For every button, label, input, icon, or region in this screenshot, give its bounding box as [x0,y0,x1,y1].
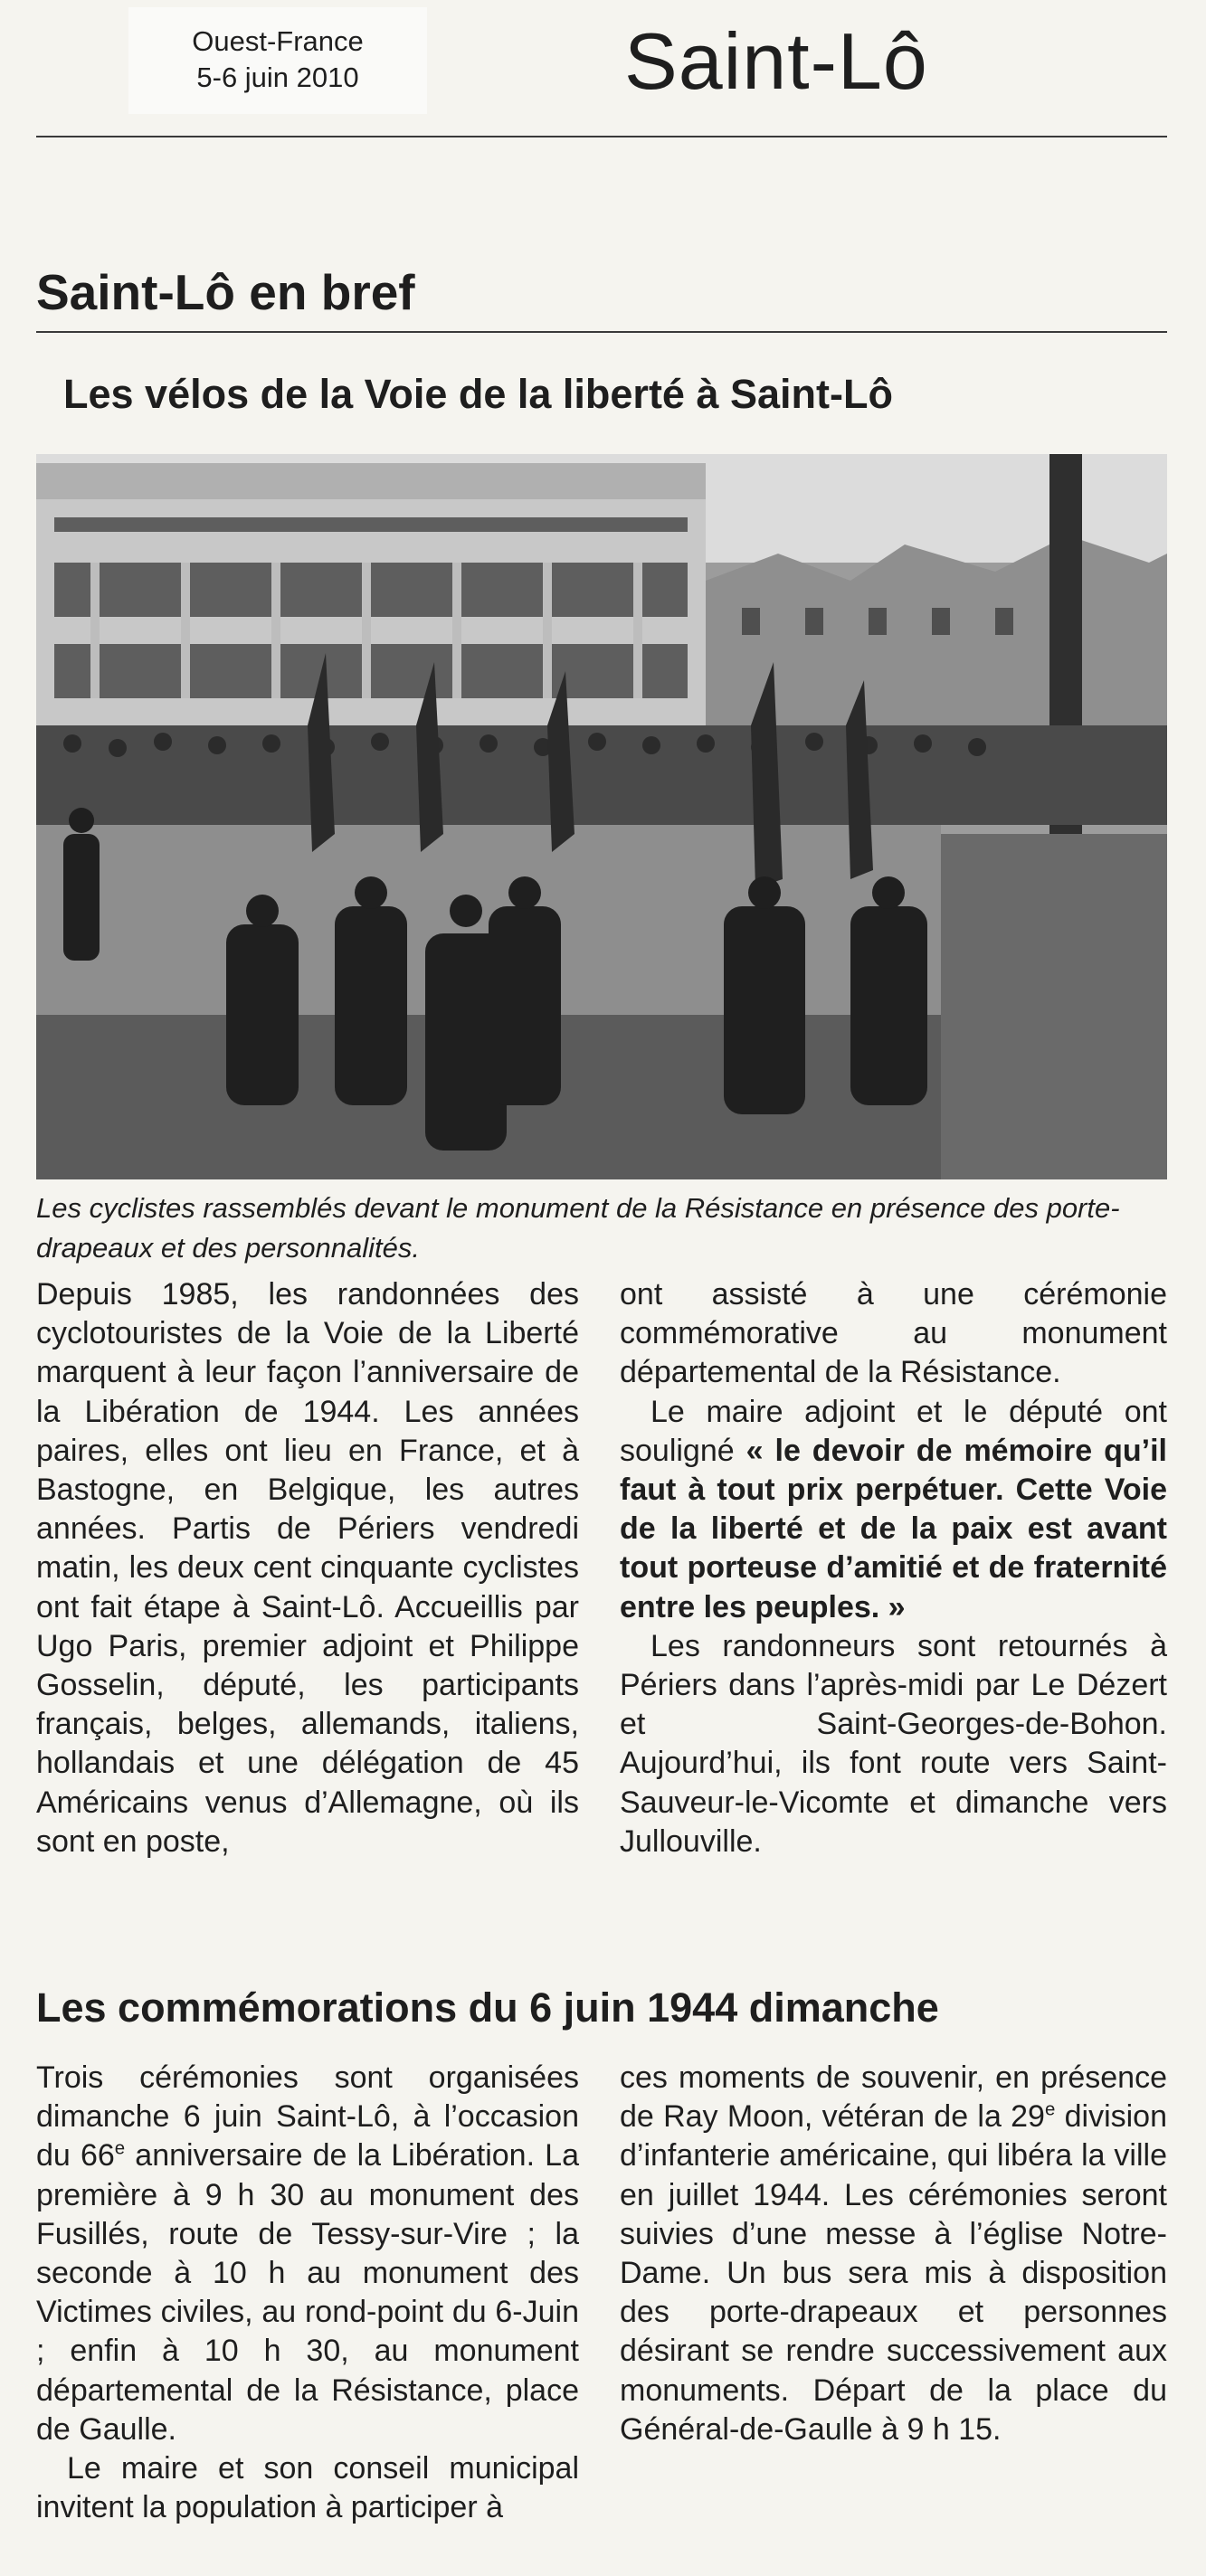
article2-col2-ordinal: e [1044,2099,1056,2120]
article2-col1-para1-b: anniversaire de la Libération. La première à 9 h 30 au monument des Fusillés, route de Tessy-sur-Vire ; la seconde à 10 h au monument des Victimes civiles, au rond-point du 6-Juin ; enfin à 10 h 30, au monument départemental de la Résistance, place de Gaulle. [36,2138,579,2447]
article1-col2-para2-lead: Le maire adjoint et le député ont souligné [620,1394,1167,1468]
article1-column-2 [620,1275,1167,1861]
ceremony-photo-illustration [36,454,1167,1179]
article2-headline: Les commémorations du 6 juin 1944 dimanche [36,1984,939,2031]
article2-column-1 [36,2059,579,2527]
article2-col2-b: division d’infanterie américaine, qui libéra la ville en juillet 1944. Les cérémonies seront suivies d’une messe à l’église Notre-Dame. Un bus sera mis à disposition des porte-drapeaux et personnes désirant se rendre successivement aux monuments. Départ de la place du Général-de-Gaulle à 9 h 15. [620,2099,1167,2447]
publication-box [128,7,427,114]
article2-col1-para1 [36,2059,579,2449]
photo-caption: Les cyclistes rassemblés devant le monument de la Résistance en présence des porte-drapeaux et des personnalités. [36,1192,1120,1264]
article2-col2-text [620,2059,1167,2449]
publication-date: 5-6 juin 2010 [196,62,359,93]
article1-headline: Les vélos de la Voie de la liberté à Saint-Lô [63,371,893,417]
section-title: Saint-Lô [624,16,928,106]
article2-col1-para1-a: Trois cérémonies sont organisées dimanche 6 juin Saint-Lô, à l’occasion du 66 [36,2060,579,2174]
masthead [0,0,1206,145]
article2-col2-a: ces moments de souvenir, en présence de Ray Moon, vétéran de la 29 [620,2060,1167,2135]
brief-rule [36,331,1167,333]
article1-column-1 [36,1275,579,1861]
brief-heading: Saint-Lô en bref [36,264,415,320]
article2-column-2 [620,2059,1167,2449]
publication-name: Ouest-France [192,25,364,57]
article1-col1-text: Depuis 1985, les randonnées des cyclotouristes de la Voie de la Liberté marquent à leur façon l’anniversaire de la Libération de 1944. Les années paires, elles ont lieu en France, et à Bastogne, en Belgique, les autres années. Partis de Périers vendredi matin, les deux cent cinquante cyclistes ont fait étape à Saint-Lô. Accueillis par Ugo Paris, premier adjoint et Philippe Gosselin, député, les participants français, belges, allemands, italiens, hollandais et une délégation de 45 Américains venus d’Allemagne, où ils sont en poste, [36,1277,579,1859]
article2-col1-para2: Le maire et son conseil municipal invitent la population à participer à [36,2451,579,2525]
article1-col2-para3: Les randonneurs sont retournés à Périers dans l’après-midi par Le Dézert et Saint-Georges-de-Bohon. Aujourd’hui, ils font route vers Saint-Sauveur-le-Vicomte et dimanche vers Jullouville. [620,1628,1167,1859]
ceremony-photo [36,454,1167,1179]
article1-col2-para1: ont assisté à une cérémonie commémorative au monument départemental de la Résistance. [620,1277,1167,1390]
article1-quote: « le devoir de mémoire qu’il faut à tout prix perpétuer. Cette Voie de la liberté et de la paix est avant tout porteuse d’amitié et de fraternité entre les peuples. » [620,1433,1168,1624]
article1-col2-para2 [620,1393,1167,1627]
article2-col1-ordinal: e [114,2139,126,2160]
masthead-rule [36,136,1167,137]
